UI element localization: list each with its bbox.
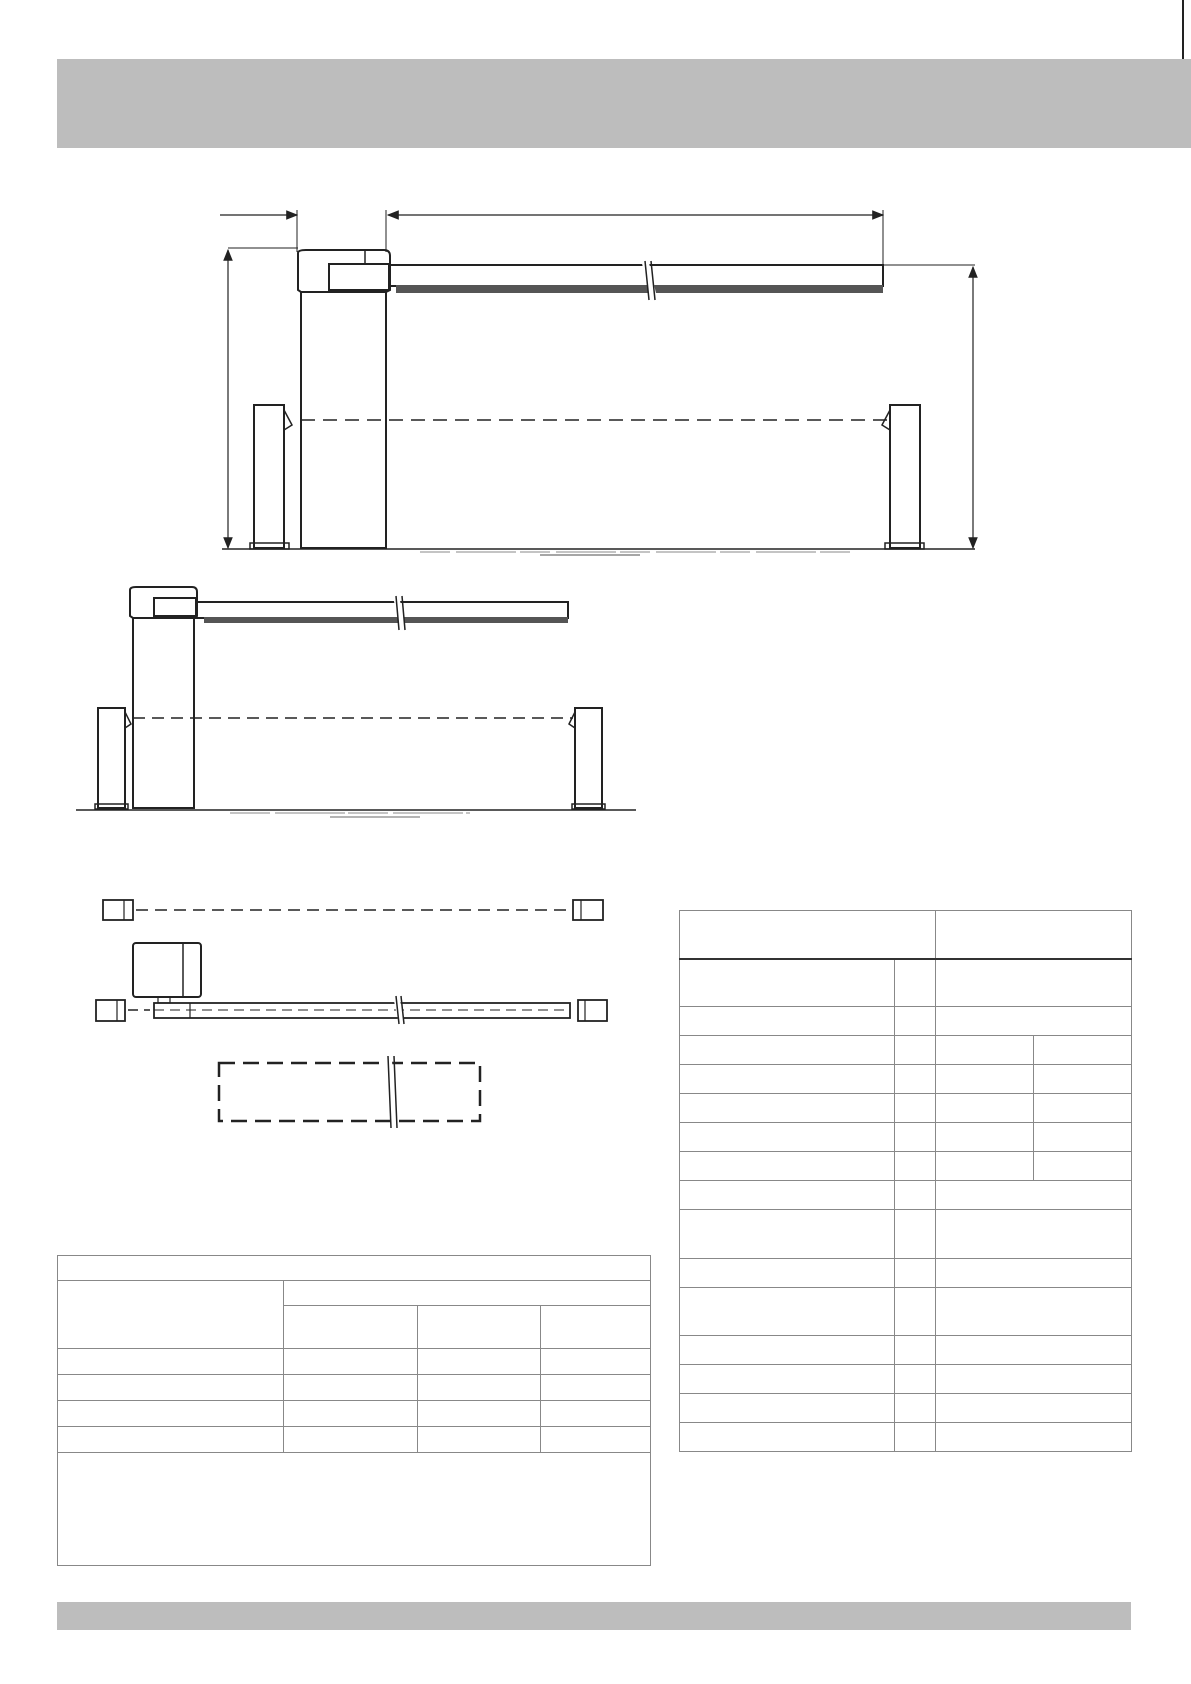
- table-cell: [541, 1375, 651, 1401]
- arm-hub: [154, 598, 196, 616]
- table-cell: [418, 1349, 541, 1375]
- table-cell: [680, 959, 895, 1007]
- table-row: [58, 1349, 651, 1375]
- table-cell: [895, 959, 936, 1007]
- table-cell: [895, 1007, 936, 1036]
- table-cell: [936, 1036, 1034, 1065]
- table-cell: [680, 1094, 895, 1123]
- photocell-bottom-left: [96, 1000, 125, 1021]
- table-cell: [58, 1401, 284, 1427]
- table-cell: [58, 1281, 284, 1349]
- table-cell: [680, 1423, 895, 1452]
- barrier-arm: [196, 602, 568, 618]
- table-cell: [680, 1036, 895, 1065]
- photocell-bottom-right: [578, 1000, 607, 1021]
- table-cell: [58, 1427, 284, 1453]
- table-cell: [58, 1349, 284, 1375]
- photocell-post-left: [98, 708, 125, 808]
- photocell-post-right: [575, 708, 602, 808]
- table-cell: [895, 1210, 936, 1259]
- table-cell: [541, 1306, 651, 1349]
- table-row: [680, 1094, 1132, 1123]
- table-cell: [895, 1036, 936, 1065]
- cabinet-plan: [133, 943, 201, 997]
- table-cell: [895, 1065, 936, 1094]
- arm-swing-area: [219, 1063, 480, 1121]
- table-cell: [680, 1181, 895, 1210]
- table-cell: [936, 1123, 1034, 1152]
- spec-table-left: [57, 1255, 651, 1566]
- footer-bar: [57, 1602, 1131, 1630]
- photocell-post-right: [890, 405, 920, 548]
- cabinet-body: [133, 618, 194, 808]
- table-row: [58, 1375, 651, 1401]
- table-cell: [680, 1065, 895, 1094]
- table-row: [680, 1259, 1132, 1288]
- table-cell: [895, 1259, 936, 1288]
- cabinet-head: [130, 587, 197, 618]
- table-cell: [284, 1427, 418, 1453]
- table-cell: [1034, 1094, 1132, 1123]
- photocell-post-left: [254, 405, 284, 548]
- table-header-cell: [680, 911, 936, 959]
- table-cell: [895, 1152, 936, 1181]
- table-cell: [895, 1094, 936, 1123]
- table-cell: [936, 1065, 1034, 1094]
- table-cell: [1034, 1036, 1132, 1065]
- table-cell: [895, 1365, 936, 1394]
- table-row: [680, 1007, 1132, 1036]
- table-row: [680, 1365, 1132, 1394]
- table-row: [680, 1036, 1132, 1065]
- table-cell: [541, 1401, 651, 1427]
- figure-barrier-elevation-large: [220, 210, 975, 555]
- table-cell: [936, 1336, 1132, 1365]
- table-row: [680, 1394, 1132, 1423]
- table-row: [680, 1123, 1132, 1152]
- table-row: [680, 1181, 1132, 1210]
- table-cell: [936, 959, 1132, 1007]
- table-row: [680, 1336, 1132, 1365]
- table-cell: [895, 1423, 936, 1452]
- spec-table-right: [679, 910, 1132, 1452]
- table-row: [680, 1210, 1132, 1259]
- table-cell: [936, 1094, 1034, 1123]
- table-cell: [680, 1259, 895, 1288]
- table-cell: [58, 1256, 651, 1281]
- table-row: [680, 959, 1132, 1007]
- table-row: [58, 1401, 651, 1427]
- table-cell: [895, 1123, 936, 1152]
- table-cell: [284, 1401, 418, 1427]
- photocell-top-right: [573, 900, 603, 920]
- table-cell: [936, 1288, 1132, 1336]
- table-header-cell: [936, 911, 1132, 959]
- table-row: [680, 1423, 1132, 1452]
- table-cell: [541, 1349, 651, 1375]
- table-cell: [680, 1210, 895, 1259]
- table-cell: [418, 1375, 541, 1401]
- table-cell: [418, 1306, 541, 1349]
- table-cell: [936, 1259, 1132, 1288]
- table-cell: [1034, 1065, 1132, 1094]
- table-cell: [284, 1306, 418, 1349]
- cabinet-head: [298, 250, 390, 292]
- figure-barrier-elevation-small: [76, 587, 636, 817]
- table-cell: [895, 1288, 936, 1336]
- table-cell: [895, 1394, 936, 1423]
- table-cell: [1034, 1123, 1132, 1152]
- table-cell: [541, 1427, 651, 1453]
- table-cell: [1034, 1152, 1132, 1181]
- table-cell: [936, 1394, 1132, 1423]
- table-cell: [895, 1336, 936, 1365]
- arm-rubber-edge: [396, 285, 883, 293]
- table-cell: [936, 1365, 1132, 1394]
- table-cell: [936, 1210, 1132, 1259]
- table-row: [58, 1427, 651, 1453]
- table-cell: [284, 1375, 418, 1401]
- table-cell: [284, 1349, 418, 1375]
- table-cell: [284, 1281, 651, 1306]
- photocell-top-left: [103, 900, 133, 920]
- figure-barrier-plan: [96, 900, 607, 1128]
- table-cell: [936, 1423, 1132, 1452]
- table-row: [680, 1152, 1132, 1181]
- table-cell: [680, 1007, 895, 1036]
- table-row: [680, 1065, 1132, 1094]
- arm-rubber-edge: [204, 617, 568, 623]
- arm-hub: [329, 264, 389, 290]
- barrier-arm: [389, 265, 883, 286]
- table-row: [680, 1288, 1132, 1336]
- table-cell: [680, 1152, 895, 1181]
- table-cell: [680, 1123, 895, 1152]
- table-cell: [418, 1401, 541, 1427]
- table-cell: [680, 1365, 895, 1394]
- table-cell: [418, 1427, 541, 1453]
- table-cell: [680, 1336, 895, 1365]
- table-cell: [895, 1181, 936, 1210]
- table-cell: [680, 1288, 895, 1336]
- table-cell: [936, 1152, 1034, 1181]
- table-cell: [58, 1375, 284, 1401]
- table-note: [58, 1453, 651, 1566]
- table-cell: [936, 1181, 1132, 1210]
- table-cell: [936, 1007, 1132, 1036]
- table-cell: [680, 1394, 895, 1423]
